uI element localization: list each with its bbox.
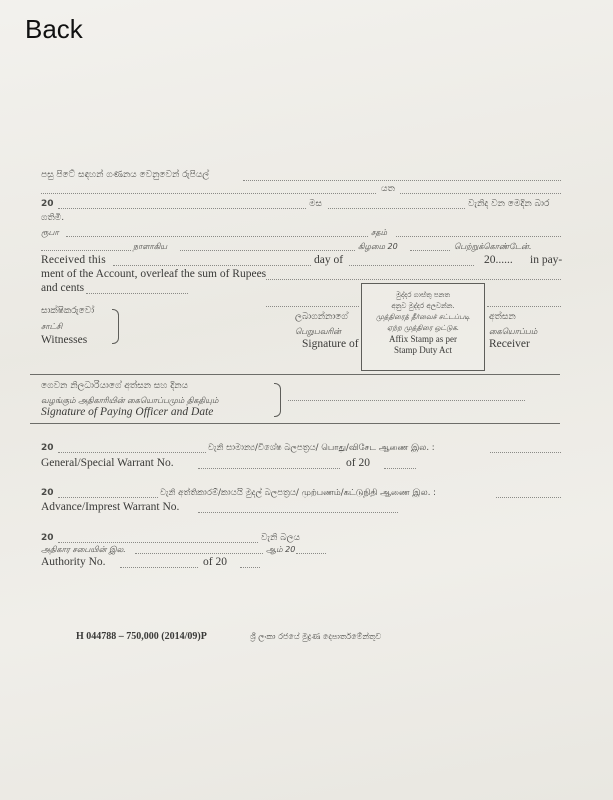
account-line-label: ment of the Account, overleaf the sum of Rupees [41,268,267,280]
paying-officer-brace [274,383,281,417]
divider-1 [30,374,560,375]
receipt-ta-suffix: பெற்றுக்கொண்டேன். [454,242,532,251]
receiver-si-right: අත්සන [489,312,516,322]
stamp-en-line2: Stamp Duty Act [394,345,452,355]
paying-officer-ta: வழங்கும் அதிகாரியின் கையொப்பமும் திகதியும் [41,396,219,405]
paying-officer-en: Signature of Paying Officer and Date [41,406,214,418]
witnesses-en: Witnesses [41,334,88,346]
general-warrant-no-field[interactable] [198,468,340,469]
stamp-ta-line1: முத்திரைத் தீர்வைச் சட்டப்படி [376,313,470,321]
advance-warrant-no-si-field[interactable] [496,497,561,498]
cents-en-field[interactable] [86,293,188,294]
receiver-en-left: Signature of [302,338,359,350]
receipt-ta-day: நாளாகிய [133,242,168,251]
authority-en: Authority No. [41,556,106,568]
cents-ta-field[interactable] [396,236,561,237]
advance-warrant-year-field[interactable] [58,497,158,498]
receipt-ta-weekday: கிழமை 20 [358,242,398,251]
receipt-ta-cents: சதம் [371,228,388,237]
receipt-si-line4: ගතිමි. [41,213,65,223]
in-pay-label: in pay- [530,254,563,266]
cents-label: and cents [41,282,85,294]
day-of-label: day of [314,254,344,266]
receiver-signature-field-left[interactable] [266,306,359,307]
year-20-label: 20...... [484,254,513,266]
authority-no-field[interactable] [120,567,198,568]
stamp-si-line2: අනුව මුද්දර අලවන්න. [391,302,455,310]
print-code: H 044788 – 750,000 (2014/09)P [76,631,207,642]
year-field[interactable] [58,208,306,209]
receipt-si-month: මස [309,199,322,209]
paying-officer-si: ගෙවන නිලධාරියාගේ අත්සන සහ දිනය [41,381,188,391]
stamp-box [361,283,485,371]
receiver-en-right: Receiver [489,338,530,350]
authority-no-ta-field[interactable] [135,553,263,554]
rupees-ta-field[interactable] [66,236,368,237]
general-warrant-si-ta: වැනි සාමාන්‍ය/විශේෂ බලපත්‍රය/ பொது/விசேட ஆணை இல. : [208,443,435,453]
rupees-si-field[interactable] [243,180,561,181]
paying-officer-signature-field[interactable] [288,400,525,401]
authority-of: of 20 [203,556,227,568]
received-day-field[interactable] [113,265,311,266]
stamp-en-line1: Affix Stamp as per [388,334,458,344]
receiver-ta-left: பெறுபவரின் [295,327,341,336]
month-field[interactable] [328,208,465,209]
authority-of-year-field[interactable] [240,567,260,568]
general-warrant-of: of 20 [346,457,370,469]
day-ta-field[interactable] [41,250,131,251]
authority-ta-of: ஆம் 20 [266,545,296,554]
rupees-si-field-2[interactable] [41,193,376,194]
rupees-en-field[interactable] [266,279,561,280]
receiver-ta-right: கையொப்பம் [489,327,538,336]
witnesses-si: සාක්ෂිකරුවෝ [41,306,95,316]
receipt-si-year: 20 [41,199,54,209]
back-label: Back [25,14,83,44]
receipt-si-suffix: වැනිද වන මෙදින බාර [468,199,550,209]
received-month-field[interactable] [349,265,474,266]
year-ta-field[interactable] [410,250,450,251]
receipt-si-label-yata: යත [381,184,395,194]
month-ta-field[interactable] [180,250,355,251]
receipt-ta-rupa: ரூபா [41,228,59,237]
witnesses-ta: சாட்சி [41,322,63,331]
advance-warrant-year: 20 [41,488,54,498]
printer-name: ශ්‍රී ලංකා රජයේ මුද්‍රණ දෙපාර්තමේන්තුව [250,632,382,641]
receiver-si-left: ලබාගන්නාගේ [295,312,348,322]
stamp-si-line1: මුද්දර ගාස්තු පනත [395,291,451,299]
general-warrant-year-field[interactable] [58,452,206,453]
authority-ta-year-field[interactable] [296,553,326,554]
general-warrant-year: 20 [41,443,54,453]
general-warrant-of-year-field[interactable] [384,468,416,469]
authority-si: වැනි බලය [261,533,300,543]
general-warrant-en: General/Special Warrant No. [41,457,174,469]
authority-ta: அதிகார சபையின் இல. [41,545,126,554]
advance-warrant-en: Advance/Imprest Warrant No. [41,501,180,513]
authority-year-field[interactable] [58,542,258,543]
receiver-signature-field-right[interactable] [487,306,561,307]
witnesses-brace [112,309,119,344]
authority-year: 20 [41,533,54,543]
divider-2 [30,423,560,424]
received-this-label: Received this [41,254,106,266]
receipt-si-line1: පසු පිටේ සඳහන් ගණනය වෙනුවෙන් රුපියල් [41,170,210,180]
advance-warrant-no-field[interactable] [198,512,398,513]
general-warrant-no-si-field[interactable] [490,452,561,453]
rupees-si-field-3[interactable] [400,193,561,194]
advance-warrant-si-ta: වැනි අත්තිකාරම්/කායයි මුදල් බලපත්‍රය/ முற்பணம்/கட்டுநிதி ஆணை இல. : [160,488,436,498]
stamp-ta-line2: ஏற்ற முத்திரை ஒட்டுக. [386,324,460,332]
